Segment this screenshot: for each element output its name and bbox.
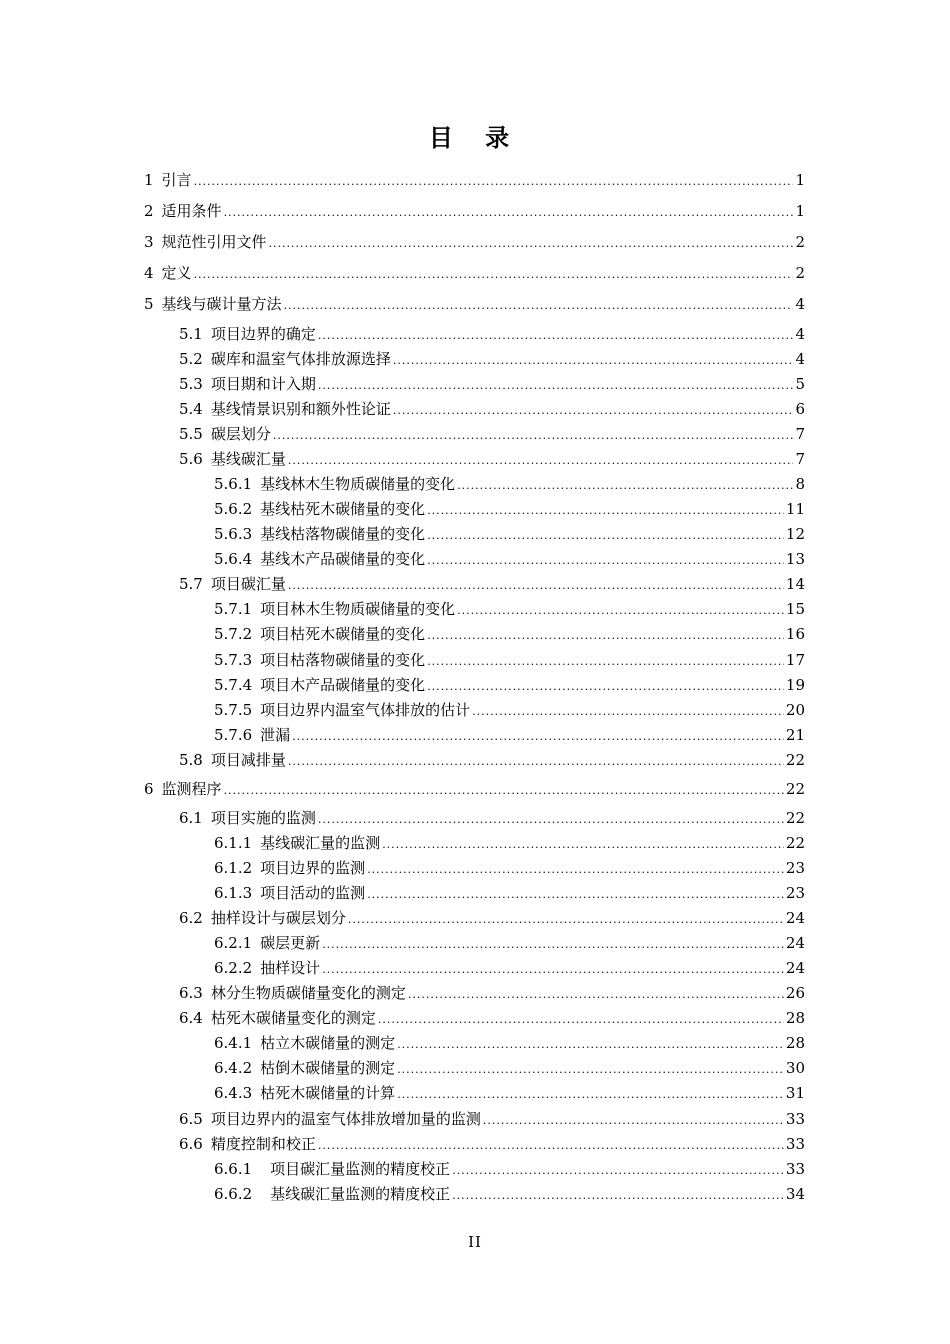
toc-entry-label: [179, 399, 391, 419]
toc-entry-label: [179, 424, 271, 444]
toc-entry-number: 6.1: [179, 809, 203, 827]
toc-entry-page: 7: [795, 425, 805, 443]
toc-entry[interactable]: [214, 474, 805, 494]
toc-entry[interactable]: [179, 908, 805, 928]
toc-entry-title: 基线碳汇量: [210, 450, 286, 468]
dot-leader: [452, 1186, 784, 1206]
toc-entry-page: 15: [785, 600, 805, 618]
dot-leader: [457, 476, 793, 496]
toc-entry-page: 13: [785, 550, 805, 568]
toc-entry-page: 24: [785, 934, 805, 952]
toc-entry-page: 30: [785, 1059, 805, 1077]
toc-entry-title: 项目枯落物碳储量的变化: [260, 651, 426, 669]
toc-entry-label: [144, 779, 222, 799]
toc-entry-number: 6.4.2: [214, 1059, 253, 1077]
dot-leader: [318, 810, 784, 830]
toc-entry[interactable]: [179, 449, 805, 469]
toc-entry-page: 28: [785, 1034, 805, 1052]
toc-entry-number: 6: [144, 780, 154, 798]
toc-entry[interactable]: [214, 883, 805, 903]
dot-leader: [367, 860, 784, 880]
dot-leader: [367, 885, 784, 905]
toc-entry-label: [214, 675, 425, 695]
dot-leader: [378, 1010, 784, 1030]
dot-leader: [273, 426, 794, 446]
toc-entry-number: 1: [144, 171, 154, 189]
dot-leader: [348, 910, 784, 930]
toc-entry-number: 6.1.1: [214, 834, 253, 852]
toc-entry-title: 精度控制和校正: [210, 1135, 316, 1153]
toc-entry-title: 基线碳汇量监测的精度校正: [270, 1185, 451, 1203]
toc-entry-label: [214, 549, 425, 569]
toc-entry[interactable]: [214, 675, 805, 695]
dot-leader: [224, 781, 784, 801]
dot-leader: [427, 652, 784, 672]
toc-entry-page: 4: [795, 295, 805, 313]
toc-entry-title: 项目碳汇量监测的精度校正: [270, 1160, 451, 1178]
toc-entry-page: 22: [785, 809, 805, 827]
toc-entry-label: [214, 1058, 395, 1078]
toc-entry-title: 抽样设计: [260, 959, 321, 977]
toc-entry-number: 5.7.1: [214, 600, 253, 618]
toc-entry-title: 碳库和温室气体排放源选择: [210, 350, 391, 368]
dot-leader: [483, 1111, 784, 1131]
toc-entry[interactable]: [179, 750, 805, 770]
dot-leader: [427, 526, 784, 546]
toc-entry-page: 7: [795, 450, 805, 468]
toc-entry-title: 规范性引用文件: [161, 233, 267, 251]
toc-entry-page: 12: [785, 525, 805, 543]
toc-entry-label: [179, 449, 286, 469]
toc-entry[interactable]: [214, 725, 805, 745]
toc-entry-page: 11: [785, 500, 805, 518]
toc-entry-label: [214, 499, 425, 519]
toc-entry-number: 6.1.3: [214, 884, 253, 902]
toc-entry-number: 6.5: [179, 1110, 203, 1128]
toc-entry[interactable]: [179, 1109, 805, 1129]
dot-leader: [472, 702, 784, 722]
toc-entry-page: 1: [795, 171, 805, 189]
toc-entry-label: [179, 374, 316, 394]
toc-entry-number: 5.1: [179, 325, 203, 343]
toc-entry-title: 碳层更新: [260, 934, 321, 952]
toc-entry[interactable]: [144, 170, 805, 190]
dot-leader: [452, 1161, 784, 1181]
toc-entry-number: 3: [144, 233, 154, 251]
toc-entry[interactable]: [214, 1083, 805, 1103]
dot-leader: [427, 626, 784, 646]
dot-leader: [318, 376, 794, 396]
toc-entry-page: 8: [795, 475, 805, 493]
toc-entry[interactable]: [144, 201, 805, 221]
toc-entry-page: 28: [785, 1009, 805, 1027]
toc-entry-label: [179, 574, 286, 594]
toc-entry-page: 24: [785, 909, 805, 927]
toc-entry-number: 6.2.1: [214, 934, 253, 952]
toc-entry-number: 5.7.3: [214, 651, 253, 669]
toc-entry-title: 项目实施的监测: [210, 809, 316, 827]
toc-entry-page: 23: [785, 859, 805, 877]
toc-entry-label: [179, 908, 346, 928]
toc-entry-label: [179, 1134, 316, 1154]
toc-entry[interactable]: [214, 524, 805, 544]
toc-entry-title: 碳层划分: [210, 425, 271, 443]
toc-entry[interactable]: [144, 294, 805, 314]
toc-entry[interactable]: [179, 349, 805, 369]
toc-entry-label: [214, 700, 470, 720]
toc-entry-page: 22: [785, 780, 805, 798]
toc-entry[interactable]: [214, 833, 805, 853]
toc-entry-page: 14: [785, 575, 805, 593]
toc-entry-label: [214, 650, 425, 670]
toc-entry[interactable]: [179, 574, 805, 594]
dot-leader: [427, 677, 784, 697]
toc-entry-number: 5.8: [179, 751, 203, 769]
toc-entry-number: 6.1.2: [214, 859, 253, 877]
toc-entry-number: 5.7.5: [214, 701, 253, 719]
toc-entry[interactable]: [214, 624, 805, 644]
toc-entry-number: 6.2: [179, 909, 203, 927]
dot-leader: [322, 960, 784, 980]
toc-entry-number: 5.6.2: [214, 500, 253, 518]
toc-entry-title: 基线林木生物质碳储量的变化: [260, 475, 456, 493]
toc-entry-label: [214, 1083, 395, 1103]
toc-entry-label: [179, 349, 391, 369]
toc-entry-page: 4: [795, 350, 805, 368]
dot-leader: [194, 265, 794, 285]
toc-entry-label: [214, 725, 290, 745]
toc-entry-title: 定义: [161, 264, 192, 282]
toc-entry-label: [144, 294, 282, 314]
toc-entry-page: 33: [785, 1135, 805, 1153]
toc-entry[interactable]: [179, 983, 805, 1003]
toc-entry-title: 项目边界内的温室气体排放增加量的监测: [210, 1110, 481, 1128]
dot-leader: [397, 1035, 784, 1055]
toc-entry-label: [214, 958, 320, 978]
toc-entry[interactable]: [214, 1159, 805, 1179]
toc-entry-label: [179, 808, 316, 828]
toc-entry-page: 34: [785, 1185, 805, 1203]
toc-entry-page: 19: [785, 676, 805, 694]
toc-entry-page: 33: [785, 1110, 805, 1128]
toc-entry-title: 枯死木碳储量变化的测定: [210, 1009, 376, 1027]
toc-entry-number: 5.7.4: [214, 676, 253, 694]
toc-entry-page: 2: [795, 264, 805, 282]
toc-entry-page: 22: [785, 751, 805, 769]
dot-leader: [318, 1136, 784, 1156]
toc-entry-title: 基线木产品碳储量的变化: [260, 550, 426, 568]
toc-entry-page: 21: [785, 726, 805, 744]
toc-entry-label: [144, 263, 192, 283]
toc-entry[interactable]: [214, 933, 805, 953]
toc-entry[interactable]: [214, 858, 805, 878]
toc-entry-title: 基线枯落物碳储量的变化: [260, 525, 426, 543]
toc-entry-title: 项目减排量: [210, 751, 286, 769]
toc-entry-title: 基线与碳计量方法: [161, 295, 282, 313]
toc-entry-page: 4: [795, 325, 805, 343]
toc-entry[interactable]: [179, 324, 805, 344]
toc-entry-title: 基线碳汇量的监测: [260, 834, 381, 852]
toc-entry-title: 引言: [161, 171, 192, 189]
toc-entry-label: [144, 170, 192, 190]
toc-entry-label: [214, 933, 320, 953]
toc-entry-label: [214, 833, 380, 853]
toc-entry-page: 23: [785, 884, 805, 902]
toc-entry-number: 5.6.1: [214, 475, 253, 493]
toc-entry[interactable]: [214, 650, 805, 670]
toc-entry-title: 项目边界内温室气体排放的估计: [260, 701, 471, 719]
toc-entry-title: 林分生物质碳储量变化的测定: [210, 984, 406, 1002]
dot-leader: [322, 935, 784, 955]
toc-entry-title: 适用条件: [161, 202, 222, 220]
dot-leader: [318, 326, 794, 346]
toc-entry-title: 枯立木碳储量的测定: [260, 1034, 396, 1052]
dot-leader: [292, 727, 784, 747]
toc-entry-page: 6: [795, 400, 805, 418]
toc-entry-number: 6.4.3: [214, 1084, 253, 1102]
toc-entry-title: 基线枯死木碳储量的变化: [260, 500, 426, 518]
toc-entry-number: 5.7: [179, 575, 203, 593]
toc-entry-number: 5.2: [179, 350, 203, 368]
dot-leader: [288, 752, 784, 772]
toc-entry-page: 17: [785, 651, 805, 669]
toc-entry-title: 监测程序: [161, 780, 222, 798]
toc-entry-title: 项目活动的监测: [260, 884, 366, 902]
toc-entry-page: 20: [785, 701, 805, 719]
toc-entry-label: [144, 201, 222, 221]
toc-entry[interactable]: [144, 232, 805, 252]
toc-entry-number: 6.6: [179, 1135, 203, 1153]
toc-entry-number: 6.4: [179, 1009, 203, 1027]
toc-entry[interactable]: [214, 549, 805, 569]
toc-entry-page: 31: [785, 1084, 805, 1102]
toc-entry-number: 5.3: [179, 375, 203, 393]
dot-leader: [194, 172, 794, 192]
toc-entry-page: 26: [785, 984, 805, 1002]
toc-entry-number: 5.7.6: [214, 726, 253, 744]
toc-entry-page: 5: [795, 375, 805, 393]
toc-entry-label: [179, 983, 406, 1003]
toc-entry[interactable]: [214, 1058, 805, 1078]
toc-entry-number: 4: [144, 264, 154, 282]
toc-entry-number: 6.3: [179, 984, 203, 1002]
toc-entry[interactable]: [179, 424, 805, 444]
toc-entry[interactable]: [179, 374, 805, 394]
toc-entry[interactable]: [214, 499, 805, 519]
toc-entry-number: 5.5: [179, 425, 203, 443]
toc-entry-label: [214, 1159, 450, 1179]
toc-entry-page: 1: [795, 202, 805, 220]
dot-leader: [397, 1060, 784, 1080]
toc-entry[interactable]: [179, 808, 805, 828]
toc-entry-number: 6.6.2: [214, 1185, 253, 1203]
dot-leader: [288, 451, 794, 471]
toc-entry-label: [214, 524, 425, 544]
toc-entry[interactable]: [214, 700, 805, 720]
toc-entry-label: [214, 474, 455, 494]
toc-entry-number: 5.6.4: [214, 550, 253, 568]
toc-entry-title: 项目林木生物质碳储量的变化: [260, 600, 456, 618]
toc-entry-title: 枯死木碳储量的计算: [260, 1084, 396, 1102]
toc-entry[interactable]: [144, 779, 805, 799]
toc-entry-number: 5.6.3: [214, 525, 253, 543]
toc-entry[interactable]: [214, 1184, 805, 1204]
toc-entry-title: 项目期和计入期: [210, 375, 316, 393]
toc-entry-label: [179, 324, 316, 344]
toc-entry-page: 22: [785, 834, 805, 852]
toc-entry-number: 6.2.2: [214, 959, 253, 977]
dot-leader: [393, 401, 794, 421]
toc-entry-title: 项目木产品碳储量的变化: [260, 676, 426, 694]
toc-entry-title: 项目边界的确定: [210, 325, 316, 343]
dot-leader: [397, 1085, 784, 1105]
toc-entry[interactable]: [179, 1134, 805, 1154]
dot-leader: [269, 234, 794, 254]
dot-leader: [457, 601, 784, 621]
toc-entry-number: 5.6: [179, 450, 203, 468]
toc-entry[interactable]: [144, 263, 805, 283]
toc-entry-label: [214, 883, 365, 903]
toc-entry-title: 项目碳汇量: [210, 575, 286, 593]
dot-leader: [382, 835, 784, 855]
dot-leader: [393, 351, 794, 371]
toc-entry-page: 16: [785, 625, 805, 643]
toc-entry[interactable]: [214, 1033, 805, 1053]
toc-entry-title: 抽样设计与碳层划分: [210, 909, 346, 927]
toc-entry-title: 枯倒木碳储量的测定: [260, 1059, 396, 1077]
toc-entry-title: 项目边界的监测: [260, 859, 366, 877]
dot-leader: [288, 576, 784, 596]
toc-entry-title: 项目枯死木碳储量的变化: [260, 625, 426, 643]
dot-leader: [408, 985, 784, 1005]
toc-entry-page: 33: [785, 1160, 805, 1178]
toc-entry-label: [214, 1033, 395, 1053]
toc-entry[interactable]: [179, 1008, 805, 1028]
toc-entry-label: [179, 750, 286, 770]
toc-entry-label: [214, 858, 365, 878]
dot-leader: [427, 551, 784, 571]
toc-entry-label: [214, 1184, 450, 1204]
toc-entry-number: 5.4: [179, 400, 203, 418]
toc-entry-page: 2: [795, 233, 805, 251]
toc-entry-number: 6.4.1: [214, 1034, 253, 1052]
toc-entry[interactable]: [179, 399, 805, 419]
toc-entry[interactable]: [214, 958, 805, 978]
dot-leader: [224, 203, 794, 223]
toc-entry-number: 5.7.2: [214, 625, 253, 643]
toc-entry-number: 2: [144, 202, 154, 220]
page-title: 目 录: [428, 124, 522, 152]
toc-entry-label: [214, 599, 455, 619]
toc-entry-number: 5: [144, 295, 154, 313]
toc-entry-label: [179, 1109, 481, 1129]
page-number: II: [468, 1233, 482, 1251]
toc-entry-title: 泄漏: [260, 726, 291, 744]
toc-entry-label: [144, 232, 267, 252]
dot-leader: [427, 501, 784, 521]
toc-entry-label: [179, 1008, 376, 1028]
toc-entry-page: 24: [785, 959, 805, 977]
toc-entry-number: 6.6.1: [214, 1160, 253, 1178]
dot-leader: [284, 296, 794, 316]
toc-entry-title: 基线情景识别和额外性论证: [210, 400, 391, 418]
toc-entry-label: [214, 624, 425, 644]
toc-entry[interactable]: [214, 599, 805, 619]
